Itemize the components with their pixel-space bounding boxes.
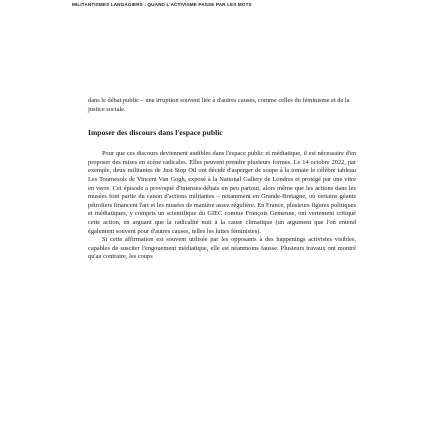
section-heading: Imposer des discours dans l'espace public	[88, 128, 223, 138]
intro-paragraph: dans le débat public – une irruption souvent liée à d'autres causes, comme celles du féminisme et de la justice sociale.	[88, 97, 350, 113]
body-paragraph: Pour que ces discours deviennent audibles dans l'espace public et médiatique, il est nécessaire d'en proposer des mises en scène radicales. Elles peuvent prendre plusieurs formes. Le 14 octobre 2022, par exemple, deux militantes de Just Stop Oil ont décidé d'asperger de soupe à la tomate le célèbre tableau Les Tournesols de Vincent Van Gogh, exposé à la National Gallery de Londres et protégé par une vitre en verre. Cet épisode a provoqué d'intenses débats un peu partout, alors même que les actions dans les musées font partie du canon d'actions militantes – notamment en Grande-Bretagne, où certains géants pétroliers financent l'art et les musées de manière assez régulière. En France, plusieurs figures politiques et médiatiques, y compris un scientifique du GIEC comme François Gemenne, ont vertement critiqué cette action, en arguant que la radicalité nuit à la cause climatique (un argument que l'on entend également souvent pour d'autres causes, telles les luttes féministes).	[88, 150, 356, 235]
running-header: MILITANTISMES LANGAGIERS : QUAND L'ACTIVISME PASSE PAR LES MOTS	[72, 2, 252, 7]
text-column	[88, 97, 356, 262]
body-paragraph: Si cette affirmation est souvent utilisée par les opposants à des happenings activistes visibles, capables de susciter l'engouement médiatique, elle est néanmoins fausse. Plusieurs travaux ont montré qu'au contraire, les coups	[88, 236, 356, 261]
